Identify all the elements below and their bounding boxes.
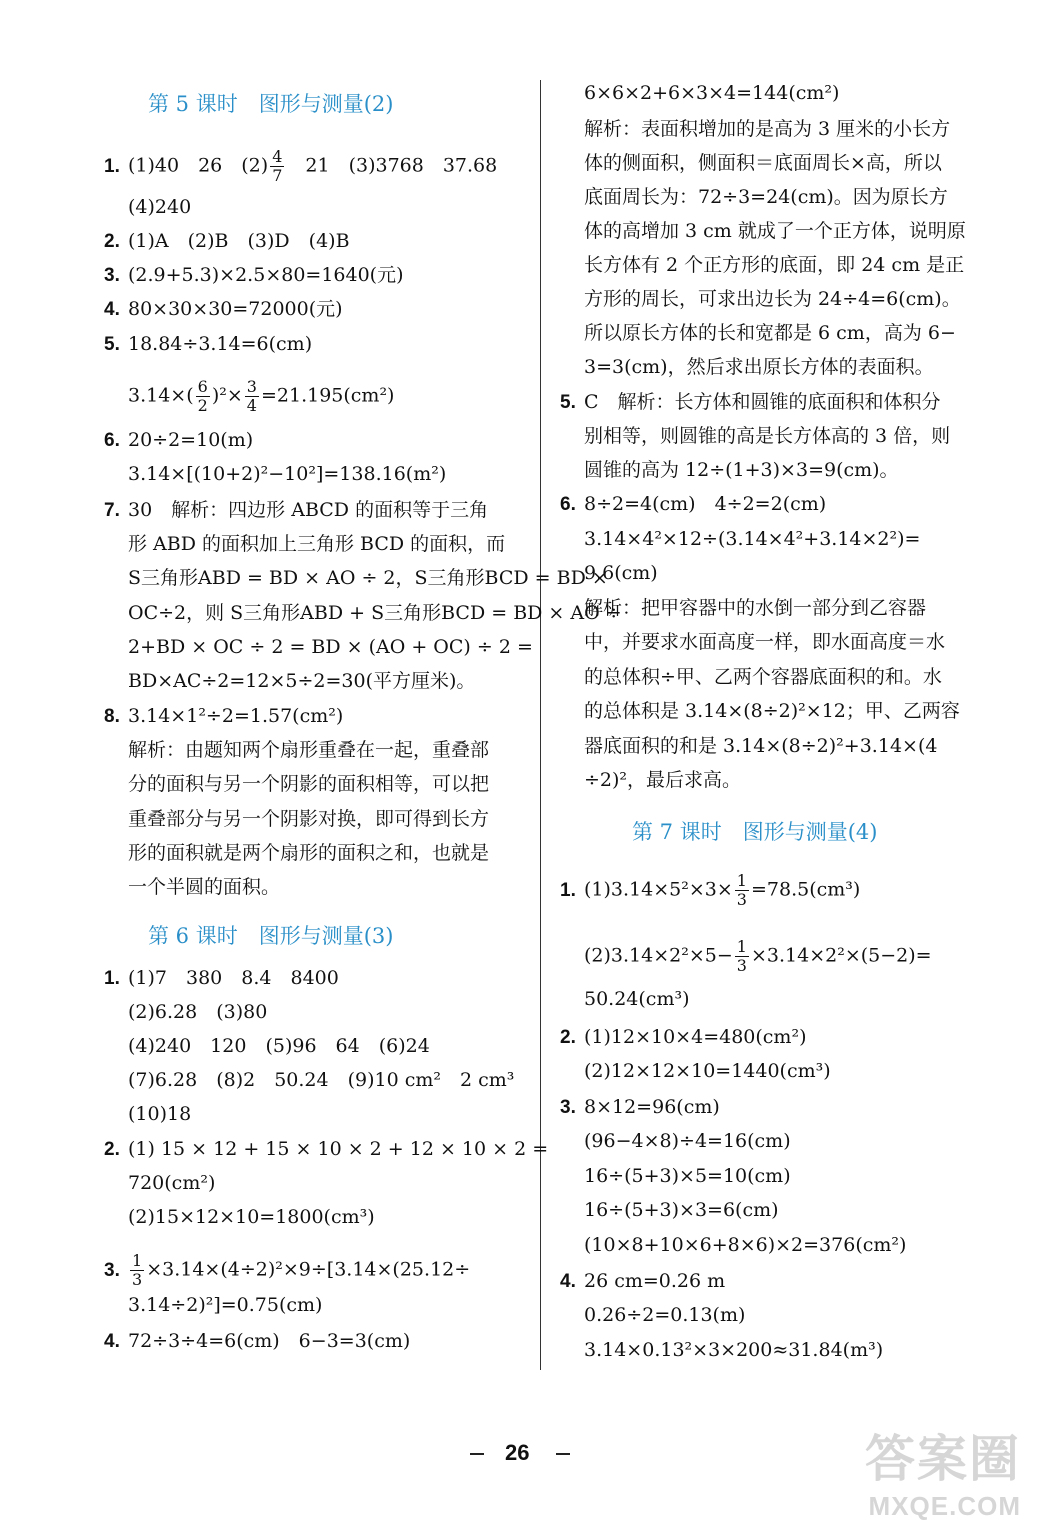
q7-line-6: BD×AC÷2=12×5÷2=30(平方厘米)。 xyxy=(128,670,476,692)
s6-q1-line-3: (4)240 120 (5)96 64 (6)24 xyxy=(128,1035,430,1057)
q8-line-1: 8. 3.14×1²÷2=1.57(cm²) xyxy=(104,705,344,727)
r-line-7: 所以原长方体的长和宽都是 6 cm，高为 6− xyxy=(584,322,956,344)
s7-q2-line-1: 2. (1)12×10×4=480(cm²) xyxy=(560,1026,807,1048)
s6-q4-line: 4. 72÷3÷4=6(cm) 6−3=3(cm) xyxy=(104,1330,411,1352)
r-line-2: 体的侧面积，侧面积＝底面周长×高，所以 xyxy=(584,152,942,174)
page-number-dash-right xyxy=(556,1453,570,1455)
q2-line: 2. (1)A (2)B (3)D (4)B xyxy=(104,230,350,252)
rq6-line-3: 9.6(cm) xyxy=(584,562,658,584)
s7-q4-line-1: 4. 26 cm=0.26 m xyxy=(560,1270,726,1292)
watermark-logo: 答案圈 MXQE.COM xyxy=(865,1431,1021,1521)
q7-line-5: 2+BD × OC ÷ 2 = BD × (AO + OC) ÷ 2 = xyxy=(128,636,533,658)
q7-line-1: 7. 30 解析：四边形 ABCD 的面积等于三角 xyxy=(104,499,489,521)
s6-q1-line-5: (10)18 xyxy=(128,1103,192,1125)
r-line-4: 体的高增加 3 cm 就成了一个正方体，说明原 xyxy=(584,220,966,242)
rq5-line-1: 5. C 解析：长方体和圆锥的底面积和体积分 xyxy=(560,391,941,413)
r-line-8: 3=3(cm)，然后求出原长方体的表面积。 xyxy=(584,356,934,378)
s7-q4-line-3: 3.14×0.13²×3×200≈31.84(m³) xyxy=(584,1339,884,1361)
r-line-3: 底面周长为：72÷3=24(cm)。因为原长方 xyxy=(584,186,948,208)
q8-line-2: 解析：由题知两个扇形重叠在一起，重叠部 xyxy=(128,739,490,761)
s7-q1-line-2: (2)3.14×2²×5− $\frac{1}{3}$ ×3.14×2²×(5−2)= xyxy=(584,937,932,975)
rq6-line-1: 6. 8÷2=4(cm) 4÷2=2(cm) xyxy=(560,493,827,515)
s7-q1-line-3: 50.24(cm³) xyxy=(584,988,690,1010)
s7-q2-line-2: (2)12×12×10=1440(cm³) xyxy=(584,1060,831,1082)
section-title-5: 第 5 课时 图形与测量(2) xyxy=(148,92,394,116)
s6-q3-line-1: 3. $\frac{1}{3}$ ×3.14×(4÷2)²×9÷[3.14×(25.12÷ xyxy=(104,1251,471,1289)
rq6-line-6: 的总体积÷甲、乙两个容器底面积的和。水 xyxy=(584,666,942,688)
s6-q1-line-1: 1. (1)7 380 8.4 8400 xyxy=(104,967,339,989)
page-number-dash-left xyxy=(470,1453,484,1455)
rq6-line-8: 器底面积的和是 3.14×(8÷2)²+3.14×(4 xyxy=(584,735,938,757)
s6-q3-line-2: 3.14÷2)²]=0.75(cm) xyxy=(128,1294,323,1316)
s7-q3-line-5: (10×8+10×6+8×6)×2=376(cm²) xyxy=(584,1234,907,1256)
section-title-7: 第 7 课时 图形与测量(4) xyxy=(632,820,878,844)
rq6-line-4: 解析：把甲容器中的水倒一部分到乙容器 xyxy=(584,597,927,619)
r-line-0: 6×6×2+6×3×4=144(cm²) xyxy=(584,82,840,104)
q5-line-2: 3.14×( $\frac{6}{2}$ )²× $\frac{3}{4}$ =21.195(cm²) xyxy=(128,377,395,415)
q8-line-5: 形的面积就是两个扇形的面积之和，也就是 xyxy=(128,842,490,864)
q6-line-2: 3.14×[(10+2)²−10²]=138.16(m²) xyxy=(128,463,447,485)
fraction: $\frac{4}{7}$ xyxy=(272,147,283,185)
rq5-line-2: 别相等，则圆锥的高是长方体高的 3 倍，则 xyxy=(584,425,951,447)
q8-line-4: 重叠部分与另一个阴影对换，即可得到长方 xyxy=(128,808,490,830)
q7-line-2: 形 ABD 的面积加上三角形 BCD 的面积，而 xyxy=(128,533,506,555)
section-title-6: 第 6 课时 图形与测量(3) xyxy=(148,924,394,948)
rq6-line-9: ÷2)²，最后求高。 xyxy=(584,769,742,791)
q5-line-1: 5. 18.84÷3.14=6(cm) xyxy=(104,333,313,355)
column-divider xyxy=(540,80,541,1370)
page-number: 26 xyxy=(505,1440,530,1465)
rq6-line-2: 3.14×4²×12÷(3.14×4²+3.14×2²)= xyxy=(584,528,921,550)
q3-line: 3. (2.9+5.3)×2.5×80=1640(元) xyxy=(104,264,404,286)
q7-line-3: S三角形ABD = BD × AO ÷ 2，S三角形BCD = BD × xyxy=(128,567,608,589)
q1-line-1: 1. (1)40 26 (2) $\frac{4}{7}$ 21 (3)3768 37.68 xyxy=(104,147,498,185)
q6-line-1: 6. 20÷2=10(m) xyxy=(104,429,254,451)
q8-line-6: 一个半圆的面积。 xyxy=(128,876,281,898)
r-line-5: 长方体有 2 个正方形的底面，即 24 cm 是正 xyxy=(584,254,965,276)
q8-line-3: 分的面积与另一个阴影的面积相等，可以把 xyxy=(128,773,490,795)
s7-q3-line-1: 3. 8×12=96(cm) xyxy=(560,1096,720,1118)
q7-line-4: OC÷2，则 S三角形ABD + S三角形BCD = BD × AO ÷ xyxy=(128,602,622,624)
rq6-line-7: 的总体积是 3.14×(8÷2)²×12；甲、乙两容 xyxy=(584,700,960,722)
s6-q2-line-3: (2)15×12×10=1800(cm³) xyxy=(128,1206,375,1228)
s7-q1-line-1: 1. (1)3.14×5²×3× $\frac{1}{3}$ =78.5(cm³) xyxy=(560,871,861,909)
r-line-6: 方形的周长，可求出边长为 24÷4=6(cm)。 xyxy=(584,288,961,310)
q4-line: 4. 80×30×30=72000(元) xyxy=(104,298,343,320)
s7-q3-line-2: (96−4×8)÷4=16(cm) xyxy=(584,1130,791,1152)
q1-line-2: (4)240 xyxy=(128,196,192,218)
rq6-line-5: 中，并要求水面高度一样，即水面高度＝水 xyxy=(584,631,946,653)
s6-q2-line-1: 2. (1) 15 × 12 + 15 × 10 × 2 + 12 × 10 × 2 = xyxy=(104,1138,549,1160)
rq5-line-3: 圆锥的高为 12÷(1+3)×3=9(cm)。 xyxy=(584,459,899,481)
r-line-1: 解析：表面积增加的是高为 3 厘米的小长方 xyxy=(584,118,951,140)
s6-q1-line-4: (7)6.28 (8)2 50.24 (9)10 cm² 2 cm³ xyxy=(128,1069,515,1091)
s6-q1-line-2: (2)6.28 (3)80 xyxy=(128,1001,268,1023)
s6-q2-line-2: 720(cm²) xyxy=(128,1172,216,1194)
s7-q3-line-4: 16÷(5+3)×3=6(cm) xyxy=(584,1199,779,1221)
s7-q4-line-2: 0.26÷2=0.13(m) xyxy=(584,1304,746,1326)
s7-q3-line-3: 16÷(5+3)×5=10(cm) xyxy=(584,1165,791,1187)
